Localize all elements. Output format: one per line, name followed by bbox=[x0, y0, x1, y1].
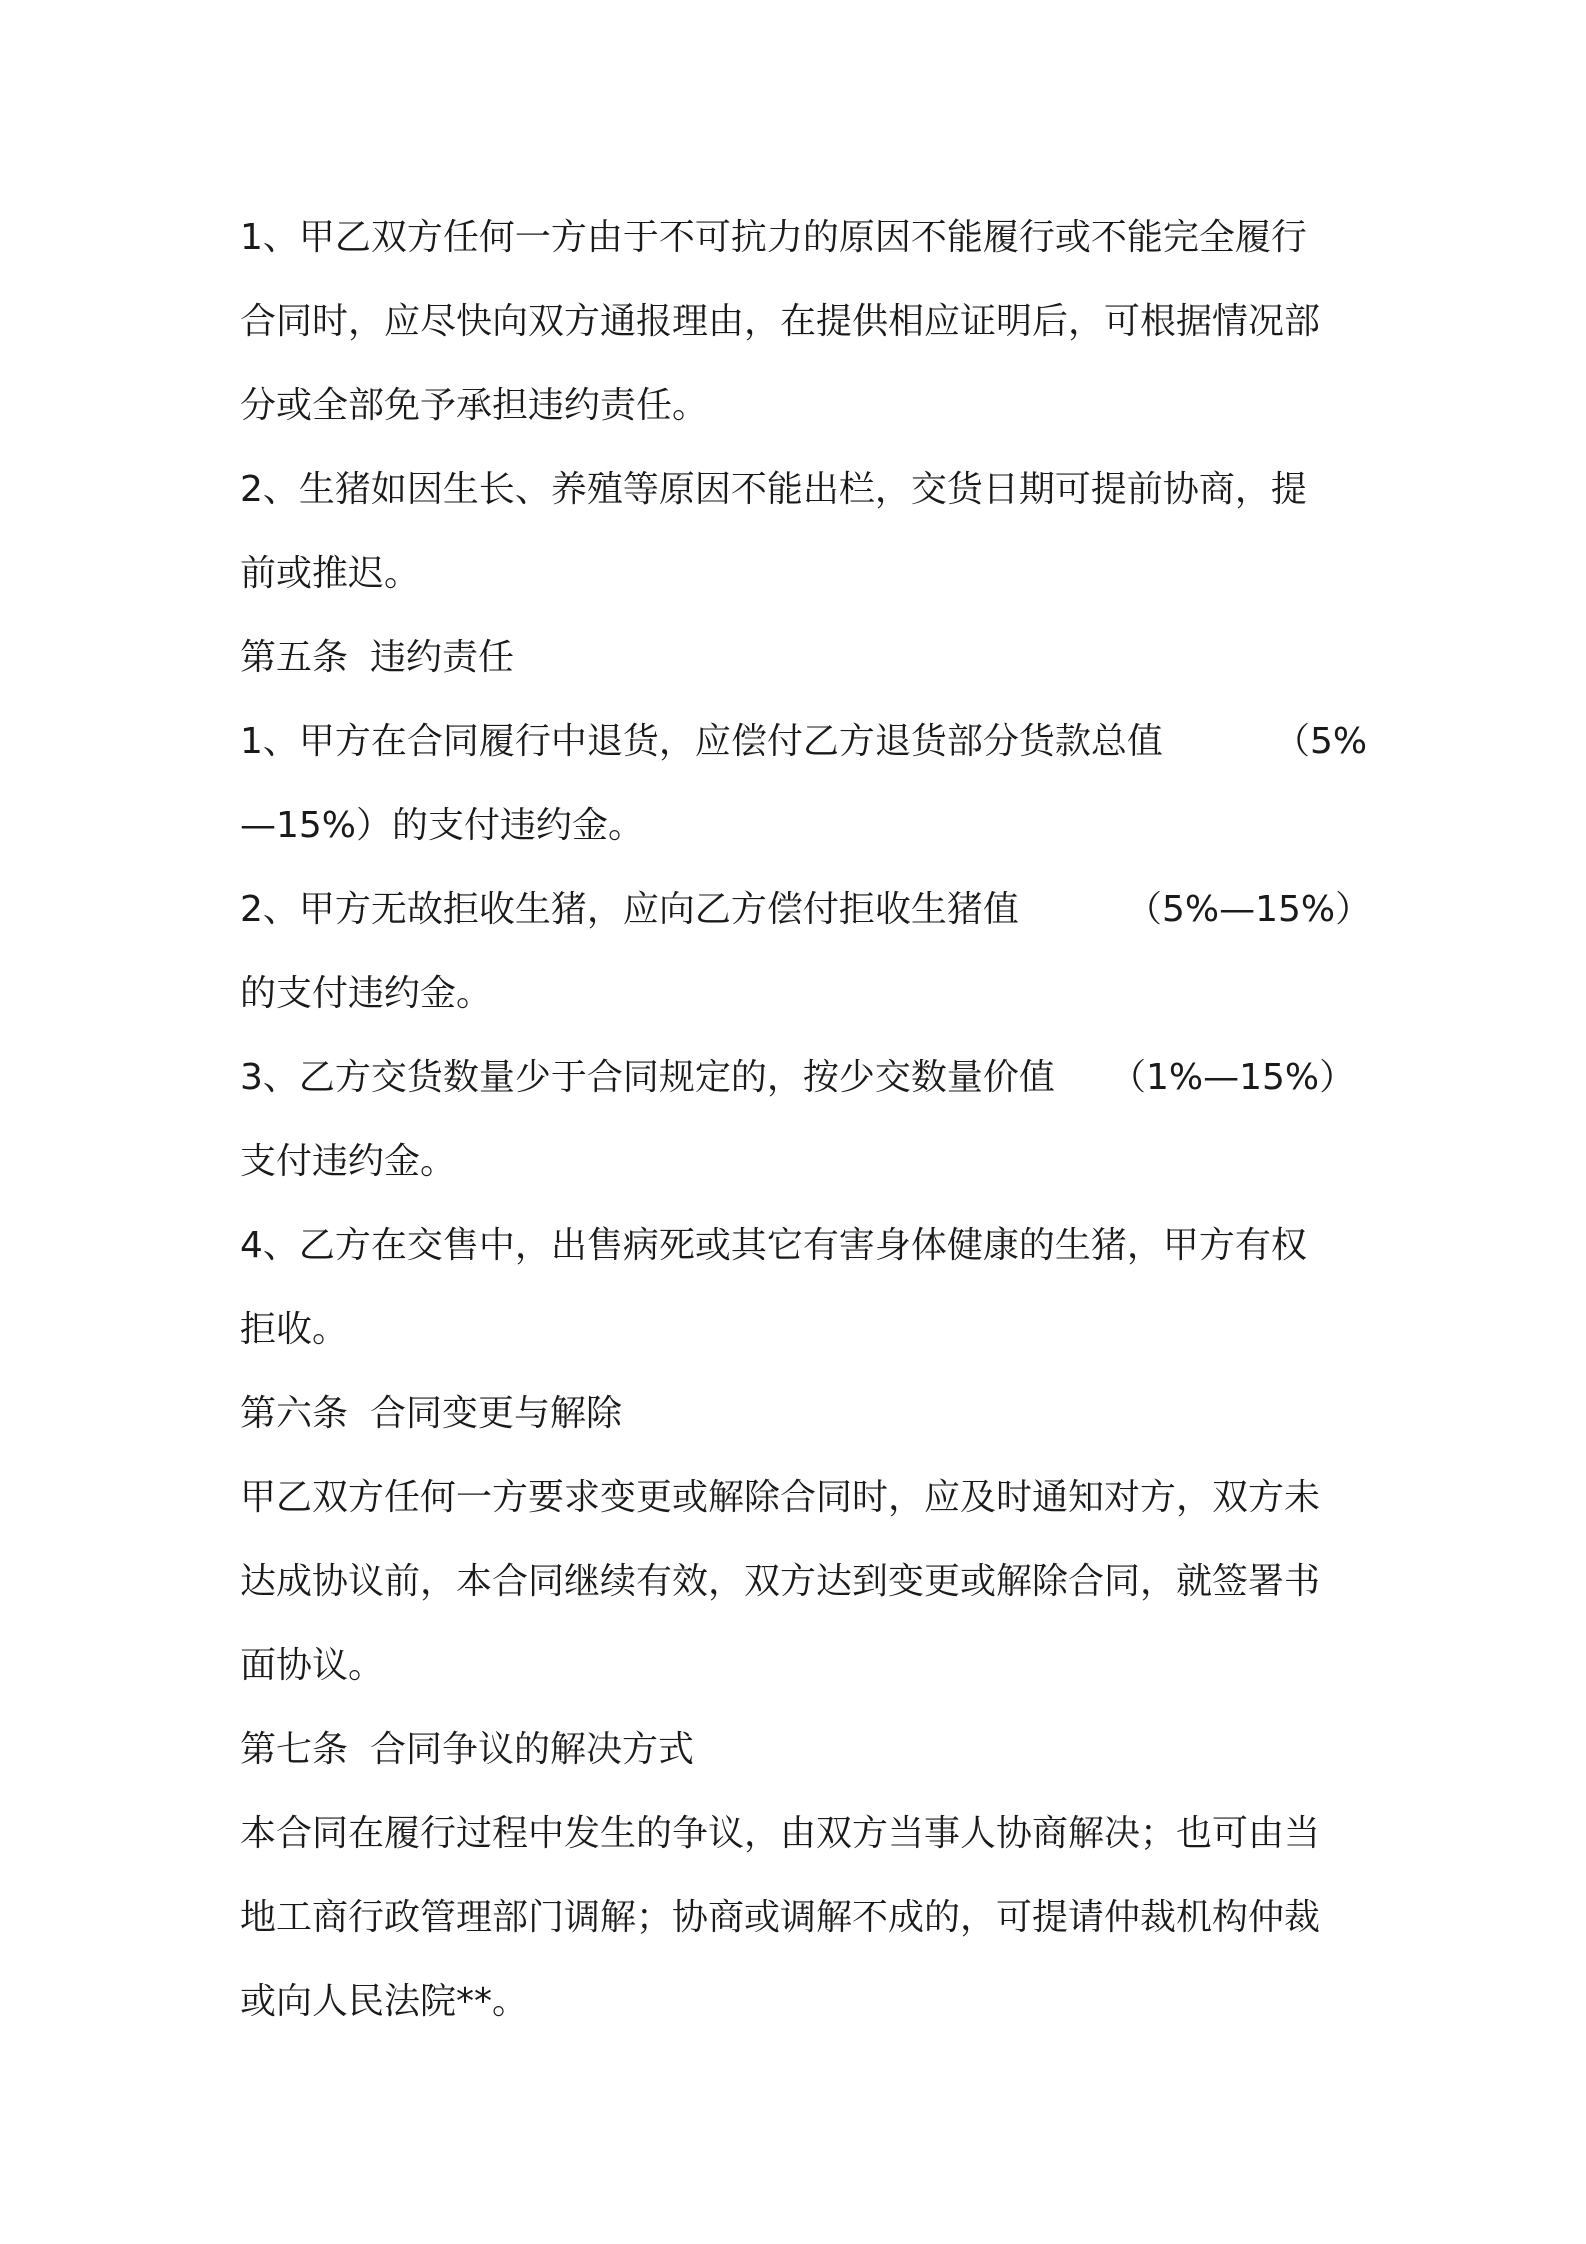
article-7-body-line-3: 或向人民法院**。 bbox=[240, 1981, 529, 2022]
article-5-item-2-rate: （5%—15%） bbox=[1126, 889, 1372, 930]
clause-force-majeure-1-line-3: 分或全部免予承担违约责任。 bbox=[240, 385, 709, 426]
article-7-number: 第七条 bbox=[240, 1729, 349, 1770]
article-5-item-3-line-2: 支付违约金。 bbox=[240, 1141, 457, 1182]
clause-force-majeure-2-line-2: 前或推迟。 bbox=[240, 553, 421, 594]
article-5-item-1-line-1 bbox=[240, 700, 1368, 784]
article-5-title: 违约责任 bbox=[370, 637, 515, 678]
article-5-item-3-line-1 bbox=[240, 1036, 1360, 1120]
article-5-item-4-line-2: 拒收。 bbox=[240, 1309, 349, 1350]
article-5-item-1-line-2: —15%）的支付违约金。 bbox=[240, 805, 645, 846]
article-5-item-2-line-2: 的支付违约金。 bbox=[240, 973, 493, 1014]
article-5-item-2-line-1 bbox=[240, 868, 1372, 952]
article-6-body-line-3: 面协议。 bbox=[240, 1645, 385, 1686]
clause-force-majeure-1-line-1: 1、甲乙双方任何一方由于不可抗力的原因不能履行或不能完全履行 bbox=[240, 217, 1307, 258]
article-6-number: 第六条 bbox=[240, 1393, 349, 1434]
article-5-item-2-text: 2、甲方无故拒收生猪，应向乙方偿付拒收生猪值 bbox=[240, 889, 1019, 930]
article-5-item-3-text: 3、乙方交货数量少于合同规定的，按少交数量价值 bbox=[240, 1057, 1055, 1098]
article-7-body-line-2: 地工商行政管理部门调解；协商或调解不成的，可提请仲裁机构仲裁 bbox=[240, 1897, 1321, 1938]
article-5-item-3-rate: （1%—15%） bbox=[1110, 1057, 1356, 1098]
article-5-item-1-text: 1、甲方在合同履行中退货，应偿付乙方退货部分货款总值 bbox=[240, 721, 1163, 762]
article-7-heading bbox=[240, 1708, 1360, 1792]
article-5-heading bbox=[240, 616, 1360, 700]
article-6-title: 合同变更与解除 bbox=[370, 1393, 623, 1434]
clause-force-majeure-2-line-1: 2、生猪如因生长、养殖等原因不能出栏，交货日期可提前协商，提 bbox=[240, 469, 1307, 510]
article-5-number: 第五条 bbox=[240, 637, 349, 678]
article-7-body-line-1: 本合同在履行过程中发生的争议，由双方当事人协商解决；也可由当 bbox=[240, 1813, 1321, 1854]
clause-force-majeure-1-line-2: 合同时，应尽快向双方通报理由，在提供相应证明后，可根据情况部 bbox=[240, 301, 1321, 342]
article-6-heading bbox=[240, 1372, 1360, 1456]
article-7-title: 合同争议的解决方式 bbox=[370, 1729, 695, 1770]
article-6-body-line-2: 达成协议前，本合同继续有效，双方达到变更或解除合同，就签署书 bbox=[240, 1561, 1321, 1602]
article-5-item-1-rate: （5% bbox=[1274, 721, 1368, 762]
article-5-item-4-line-1: 4、乙方在交售中，出售病死或其它有害身体健康的生猪，甲方有权 bbox=[240, 1225, 1307, 1266]
article-6-body-line-1: 甲乙双方任何一方要求变更或解除合同时，应及时通知对方，双方未 bbox=[240, 1477, 1321, 1518]
contract-page bbox=[240, 196, 1372, 2044]
